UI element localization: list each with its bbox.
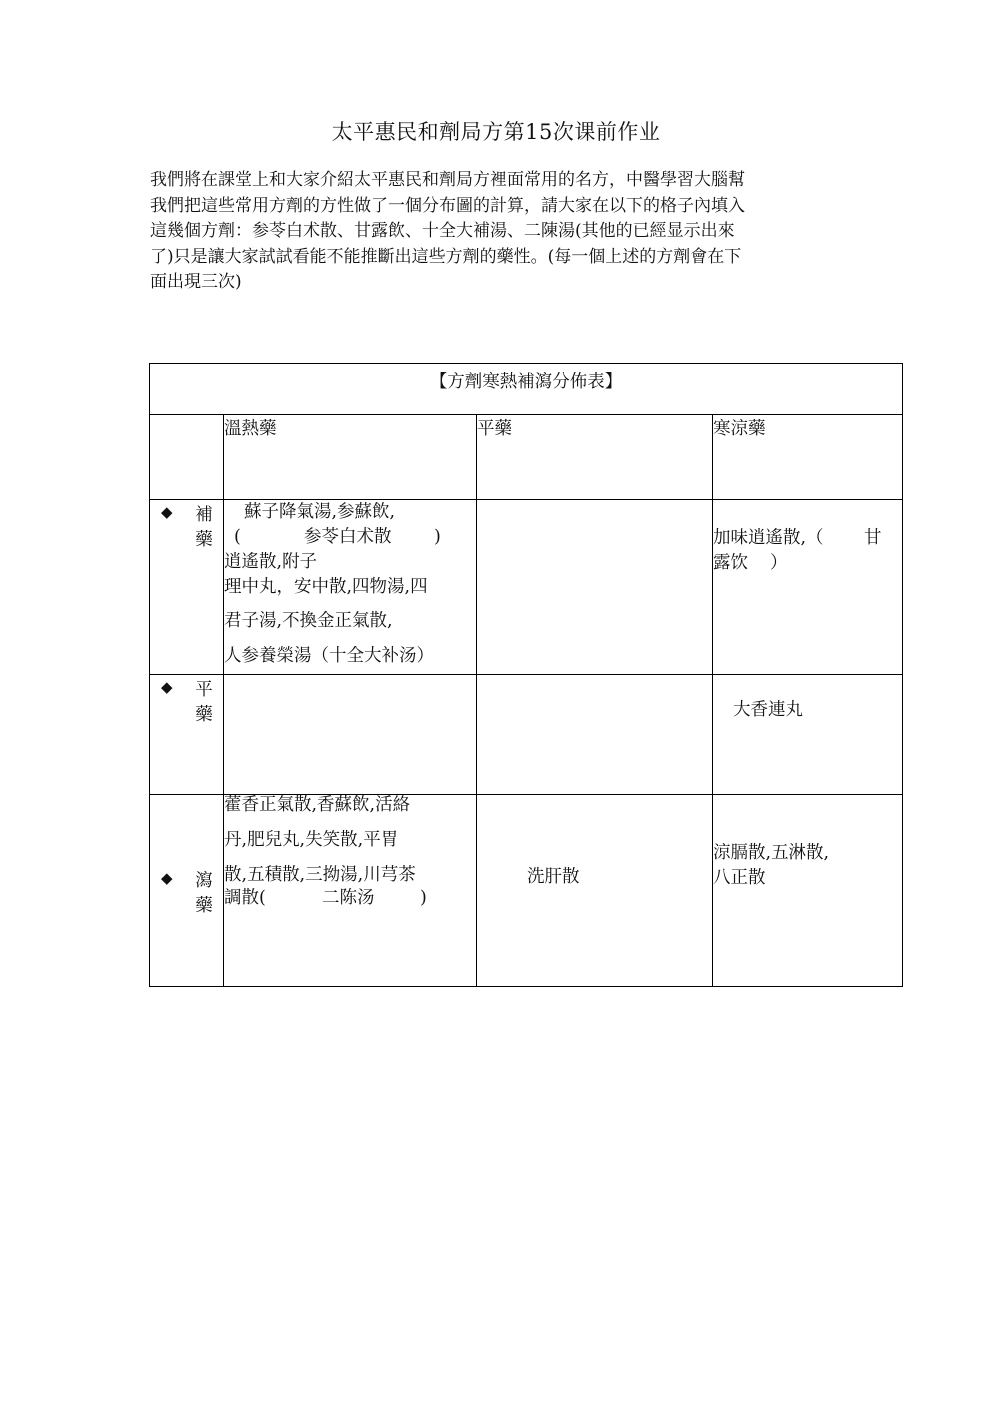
intro-line: 面出現三次) (150, 272, 242, 292)
cell-neutral-cold (713, 675, 903, 795)
intro-line: 我們把這些常用方劑的方性做了一個分布圖的計算，請大家在以下的格子內填入 (150, 195, 745, 216)
cell-line: 人参養榮湯（十全大补汤） (224, 646, 434, 666)
column-header-warm: 溫熱藥 (224, 415, 477, 500)
fill-in-line (713, 526, 902, 551)
diamond-bullet-icon: ◆ (161, 678, 173, 696)
intro-paragraph (150, 168, 850, 296)
cell-text: 洗肝散 (527, 867, 580, 887)
paren-close: ) (434, 527, 441, 547)
cell-line: 君子湯,不換金正氣散, (224, 611, 393, 631)
page-title: 太平惠民和劑局方第15次课前作业 (331, 120, 661, 144)
paren-close: ) (420, 888, 427, 908)
row-label-purge (150, 795, 224, 987)
row-label-char: 藥 (195, 530, 213, 550)
intro-line: 這幾個方劑：参苓白术散、甘露飲、十全大補湯、二陳湯(其他的已經显示出來 (150, 221, 735, 241)
cell-line: 逍遙散,附子 (224, 552, 318, 572)
cell-line: 涼膈散,五淋散, (713, 843, 830, 863)
cell-line: 八正散 (713, 868, 766, 888)
fill-in-line (224, 886, 476, 911)
corner-cell (150, 415, 224, 500)
fill-in-line (713, 551, 902, 576)
table-caption: 【方劑寒熱補瀉分佈表】 (150, 364, 903, 415)
intro-line: 了)只是讓大家試試看能不能推斷出這些方劑的藥性。(每一個上述的方劑會在下 (150, 246, 742, 267)
row-label-neutral (150, 675, 224, 795)
fill-in-line (224, 525, 476, 550)
cell-line: 散,五積散,三拗湯,川芎茶 (224, 865, 416, 885)
cell-tonify-neutral (477, 500, 713, 675)
intro-line: 我們將在課堂上和大家介紹太平惠民和劑局方裡面常用的名方，中醫學習大腦幫 (150, 170, 745, 190)
cell-line: 蘇子降氣湯,参蘇飲, (244, 502, 396, 522)
row-label-char: 藥 (195, 705, 213, 725)
row-label-char: 藥 (195, 896, 213, 916)
cell-text: 加味逍遙散,（ (713, 528, 824, 548)
answer-text: 露饮 (713, 553, 748, 573)
row-label-char: 平 (195, 680, 213, 700)
row-label-tonify (150, 500, 224, 675)
row-label-char: 補 (195, 505, 213, 525)
diamond-bullet-icon: ◆ (161, 503, 173, 521)
paren-close: ） (770, 553, 788, 573)
cell-tonify-cold (713, 500, 903, 675)
cell-purge-warm (224, 795, 477, 987)
answer-text: 参苓白术散 (304, 527, 392, 547)
cell-text: 調散( (224, 888, 266, 908)
distribution-table (149, 363, 903, 987)
cell-tonify-warm (224, 500, 477, 675)
cell-neutral-neutral (477, 675, 713, 795)
cell-purge-cold (713, 795, 903, 987)
answer-text: 二陈汤 (322, 888, 375, 908)
answer-text: 甘 (864, 528, 882, 548)
cell-line: 理中丸，安中散,四物湯,四 (224, 577, 428, 597)
cell-line: 藿香正氣散,香蘇飲,活絡 (224, 795, 411, 815)
column-header-cold: 寒涼藥 (713, 415, 903, 500)
cell-line: 丹,肥兒丸,失笑散,平胃 (224, 830, 399, 850)
diamond-bullet-icon: ◆ (161, 869, 173, 887)
cell-text: 大香連丸 (733, 700, 803, 720)
cell-neutral-warm (224, 675, 477, 795)
row-label-char: 瀉 (195, 871, 213, 891)
cell-purge-neutral (477, 795, 713, 987)
paren-open: ( (234, 527, 241, 547)
column-header-neutral: 平藥 (477, 415, 713, 500)
